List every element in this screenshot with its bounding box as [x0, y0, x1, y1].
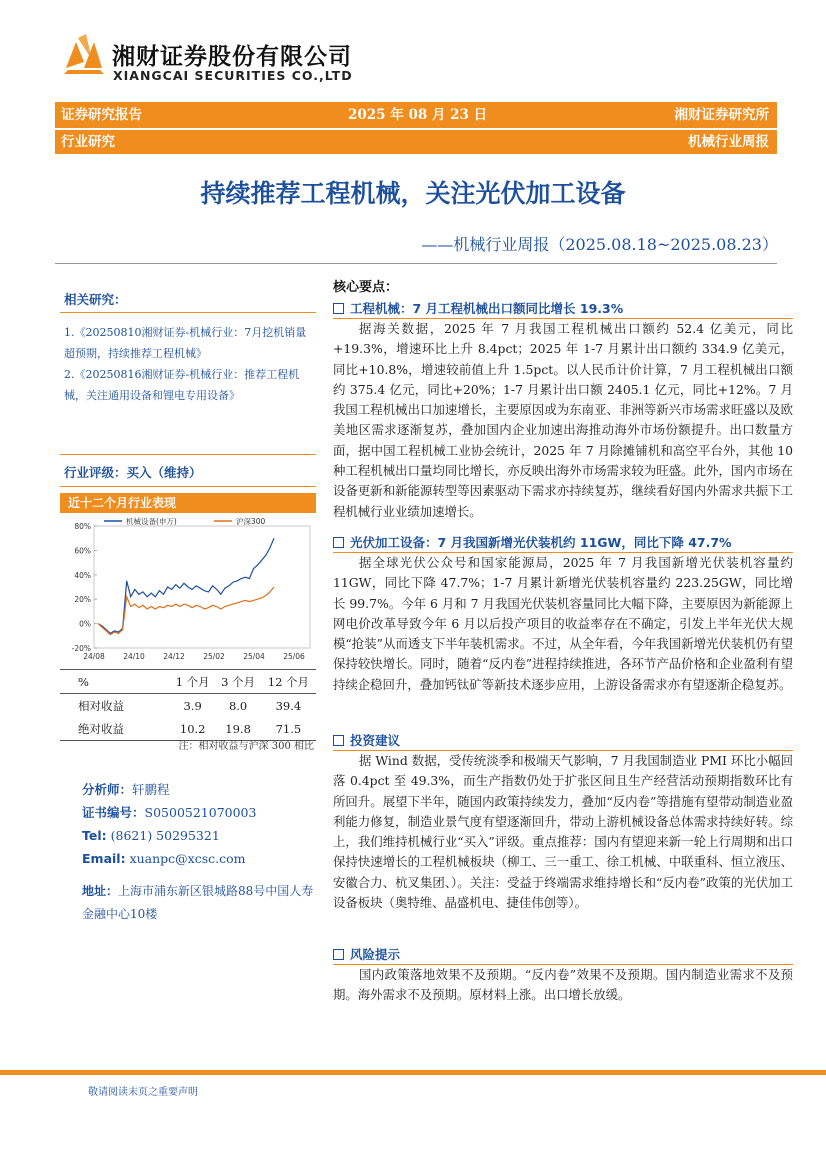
- checkbox-bullet-icon: [333, 303, 344, 314]
- header-band-top: [55, 102, 777, 128]
- section-risk-warning: [333, 946, 793, 1006]
- company-logo-icon: [62, 32, 106, 76]
- series-line: [98, 587, 274, 635]
- title-divider: [55, 263, 777, 264]
- related-divider: [60, 312, 316, 313]
- section-paragraph: 国内政策落地效果不及预期。“反内卷”效果不及预期。国内制造业需求不及预期。海外需求不及预期。原材料上涨。出口增长放缓。: [333, 967, 793, 1003]
- y-tick-label: 20%: [74, 595, 91, 605]
- section-paragraph: 据海关数据，2025 年 7 月我国工程机械出口额约 52.4 亿美元，同比+19.3%，增速环比上升 8.4pct；2025 年 1-7 月累计出口额约 334.9 亿美元，同比+10.8%，增速较前值上升 1.5pct。以人民币计价计算，7 月工程机械出口额约 375.4 亿元，同比+20%；1-7 月累计出口额 2405.1 亿元，同比+12%。7 月我国工程机械出口加速增长，主要原因或为东南亚、非洲等新兴市场需求旺盛以及欧美地区需求逐渐复苏，叠加国内企业加速出海推动海外市场份额提升。出口数量方面，据中国工程机械工业协会统计，2025 年 7 月除摊铺机和高空平台外，其他 10 种工程机械出口量均同比增长，亦反映出海外市场需求较为旺盛。此外，国内市场在设备更新和新能源转型等因素驱动下需求亦持续复苏，继续看好国内外需求共振下工程机械行业业绩加速增长。: [333, 321, 793, 519]
- core-points-title: 核心要点：: [333, 280, 399, 295]
- tel-number: (8621) 50295321: [110, 828, 220, 843]
- institute-name: 湘财证券研究所: [674, 107, 769, 123]
- address-text: 上海市浦东新区银城路88号中国人寿金融中心10楼: [82, 884, 314, 921]
- x-tick-label: 24/12: [163, 652, 185, 661]
- y-tick-label: 60%: [74, 546, 91, 556]
- related-research-list: [64, 322, 314, 406]
- table-header-row: [60, 670, 316, 694]
- address-label: 地址：: [82, 884, 119, 898]
- y-tick-label: 40%: [74, 570, 91, 580]
- y-tick-label: 80%: [74, 522, 91, 531]
- table-header-cell: 12 个月: [261, 670, 316, 694]
- report-type: 证券研究报告: [61, 107, 142, 123]
- email-address[interactable]: xuanpc@xcsc.com: [129, 851, 246, 866]
- analyst-name: 轩鹏程: [132, 782, 170, 797]
- x-tick-label: 25/06: [283, 652, 305, 661]
- section-paragraph: 据 Wind 数据，受传统淡季和极端天气影响，7 月我国制造业 PMI 环比小幅回落 0.4pct 至 49.3%，而生产指数仍处于扩张区间且生产经营活动预期指数环比有所回升。展望下半年，随国内政策持续发力，叠加“反内卷”等措施有望带动制造业盈利能力修复，制造业景气度有望逐渐回升，带动上游机械设备总体需求持续好转。综上，我们维持机械行业“买入”评级。重点推荐：国内有望迎来新一轮上行周期和出口保持快速增长的工程机械板块（柳工、三一重工、徐工机械、中联重科、恒立液压、安徽合力、杭叉集团、）。关注：受益于终端需求维持增长和“反内卷”政策的光伏加工设备板块（奥特维、晶盛机电、捷佳伟创等）。: [333, 753, 793, 911]
- table-cell: 19.8: [215, 717, 260, 741]
- company-name-cn: 湘财证券股份有限公司: [112, 44, 352, 70]
- section-paragraph: 据全球光伏公众号和国家能源局，2025 年 7 月我国新增光伏装机容量约 11GW，同比下降 47.7%；1-7 月累计新增光伏装机容量约 223.25GW，同比增长 99.7%。今年 6 月和 7 月我国光伏装机容量同比大幅下降，主要原因为新能源上网电价改革导致今年 6 月以后投产项目的收益率存在不确定，引发上半年光伏大规模“抢装”从而透支下半年装机需求。不过，从全年看，今年我国新增光伏装机仍有望保持较快增长。同时，随着“反内卷”进程持续推进，各环节产品价格和企业盈利有望持续企稳回升，叠加钙钛矿等新技术逐步应用，上游设备需求亦有望逐渐企稳复苏。: [333, 555, 793, 692]
- address-info: [82, 880, 322, 926]
- related-item[interactable]: 2.《20250816湘财证券-机械行业：推荐工程机械，关注通用设备和锂电专用设备》: [64, 368, 300, 402]
- section-heading: 工程机械：7 月工程机械出口额同比增长 19.3%: [333, 300, 793, 318]
- table-cell: 39.4: [275, 698, 302, 713]
- table-row: [60, 694, 316, 718]
- cert-number: S0500521070003: [144, 805, 257, 820]
- checkbox-bullet-icon: [333, 735, 344, 746]
- checkbox-bullet-icon: [333, 537, 344, 548]
- table-header-cell: 3 个月: [215, 670, 260, 694]
- y-tick-label: -20%: [71, 644, 91, 653]
- table-cell: 3.9: [183, 698, 202, 713]
- x-tick-label: 25/04: [243, 652, 265, 661]
- y-tick-label: 0%: [79, 619, 91, 629]
- section-investment-advice: [333, 732, 793, 913]
- related-item[interactable]: 1.《20250810湘财证券-机械行业：7月挖机销量超预期，持续推荐工程机械》: [64, 326, 307, 360]
- industry-rating: 行业评级：买入（维持）: [64, 465, 202, 480]
- header-band-bottom: [55, 130, 777, 154]
- legend-label: 机械设备(申万): [126, 517, 177, 526]
- report-category: 行业研究: [61, 134, 115, 150]
- footer-bar: [0, 1070, 826, 1075]
- rating-divider-top: [60, 454, 316, 455]
- related-research-title: 相关研究：: [64, 292, 127, 307]
- performance-chart: [60, 514, 316, 666]
- cert-label: 证书编号：: [82, 805, 145, 820]
- x-tick-label: 24/08: [83, 652, 105, 661]
- table-cell: 10.2: [170, 717, 215, 741]
- section-pv-equipment: [333, 534, 793, 695]
- x-tick-label: 24/10: [123, 652, 145, 661]
- analyst-label: 分析师：: [82, 782, 133, 797]
- footer-disclaimer[interactable]: 敬请阅读末页之重要声明: [88, 1087, 198, 1098]
- report-subtitle: ——机械行业周报（2025.08.18~2025.08.23）: [421, 235, 778, 254]
- section-construction-machinery: [333, 300, 793, 522]
- table-note: 注：相对收益与沪深 300 相比: [178, 741, 314, 752]
- table-cell: 8.0: [228, 698, 248, 713]
- rating-divider: [60, 486, 316, 487]
- performance-title: 近十二个月行业表现: [60, 493, 316, 513]
- section-heading: 风险提示: [333, 946, 793, 964]
- section-heading: 光伏加工设备：7 月我国新增光伏装机约 11GW，同比下降 47.7%: [333, 534, 793, 552]
- row-label: 绝对收益: [60, 717, 170, 741]
- email-label: Email:: [82, 851, 126, 866]
- x-tick-label: 25/02: [203, 652, 225, 661]
- tel-label: Tel:: [82, 828, 107, 843]
- report-series: 机械行业周报: [688, 134, 769, 150]
- table-header-cell: 1 个月: [170, 670, 215, 694]
- performance-table: [60, 669, 316, 741]
- table-cell: 71.5: [261, 717, 316, 741]
- report-date: 2025 年 08 月 23 日: [348, 107, 488, 123]
- company-name-en: XIANGCAI SECURITIES CO.,LTD: [113, 68, 353, 83]
- report-title: 持续推荐工程机械，关注光伏加工设备: [200, 179, 626, 208]
- legend-label: 沪深300: [236, 517, 266, 526]
- checkbox-bullet-icon: [333, 949, 344, 960]
- section-heading: 投资建议: [333, 732, 793, 750]
- table-header-cell: %: [60, 670, 170, 694]
- row-label: 相对收益: [78, 698, 124, 713]
- analyst-info: [82, 778, 256, 870]
